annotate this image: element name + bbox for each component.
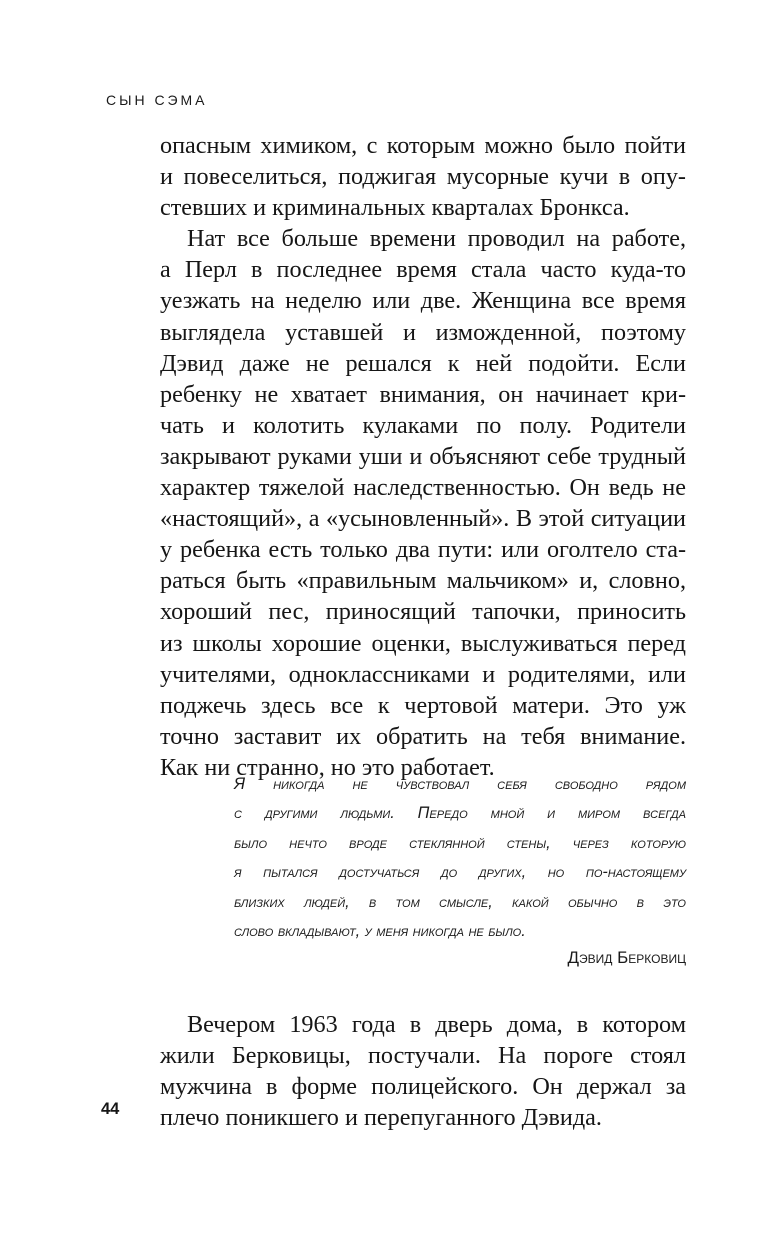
body-paragraph-final — [160, 1009, 686, 1133]
paragraph-line: Нат все больше времени проводил на работе, — [187, 225, 686, 253]
paragraph-line: из школы хорошие оценки, выслуживаться перед — [160, 629, 686, 657]
body-paragraphs — [160, 130, 686, 783]
paragraph-line: у ребенка есть только два пути: или оголтело ста- — [160, 536, 686, 564]
paragraph-line: характер тяжелой наследственностью. Он ведь не — [160, 474, 686, 502]
quote-line: было нечто вроде стеклянной стены, через которую — [234, 833, 686, 852]
paragraph-line: чать и колотить кулаками по полу. Родители — [160, 411, 686, 439]
page-number: 44 — [101, 1100, 120, 1118]
paragraph-line: опасным химиком, с которым можно было пойти — [160, 132, 686, 159]
epigraph-quote — [234, 770, 686, 946]
paragraph-line: поджечь здесь все к чертовой матери. Это уж — [160, 691, 686, 719]
paragraph-line: закрывают руками уши и объясняют себе трудный — [160, 442, 686, 470]
paragraph-line: учителями, одноклассниками и родителями, или — [160, 660, 686, 688]
paragraph-line: уезжать на неделю или две. Женщина все время — [160, 287, 686, 315]
paragraph-line: Вечером 1963 года в дверь дома, в котором — [187, 1011, 686, 1038]
quote-line: с другими людьми. Передо мной и миром всегда — [234, 804, 686, 823]
paragraph-line: жили Берковицы, постучали. На пороге стоял — [160, 1042, 686, 1070]
paragraph-line: раться быть «правильным мальчиком» и, словно, — [160, 567, 686, 595]
quote-author: Дэвид Берковиц — [567, 948, 686, 967]
paragraph-line: Как ни странно, но это работает. — [160, 753, 495, 781]
paragraph-line: ребенку не хватает внимания, он начинает кри- — [160, 380, 686, 408]
quote-line: близких людей, в том смысле, какой обычно в это — [234, 892, 686, 911]
paragraph-line: плечо поникшего и перепуганного Дэвида. — [160, 1104, 602, 1132]
running-head: СЫН СЭМА — [106, 92, 208, 108]
paragraph-line: хороший пес, приносящий тапочки, приносить — [160, 598, 686, 626]
paragraph-line: точно заставит их обратить на тебя внимание. — [160, 722, 686, 750]
quote-line: слово вкладывают, у меня никогда не было. — [234, 922, 526, 941]
quote-line: Я никогда не чувствовал себя свободно рядом — [234, 775, 686, 793]
paragraph-line: выглядела уставшей и изможденной, поэтому — [160, 318, 686, 346]
paragraph-line: стевших и криминальных кварталах Бронкса. — [160, 194, 630, 222]
paragraph-line: а Перл в последнее время стала часто куда-то — [160, 256, 686, 284]
paragraph-line: «настоящий», а «усыновленный». В этой ситуации — [160, 505, 686, 533]
paragraph-line: и повеселиться, поджигая мусорные кучи в опу- — [160, 163, 686, 191]
paragraph-line: мужчина в форме полицейского. Он держал за — [160, 1073, 686, 1101]
quote-line: я пытался достучаться до других, но по-настоящему — [234, 863, 686, 882]
paragraph-line: Дэвид даже не решался к ней подойти. Если — [160, 349, 686, 377]
